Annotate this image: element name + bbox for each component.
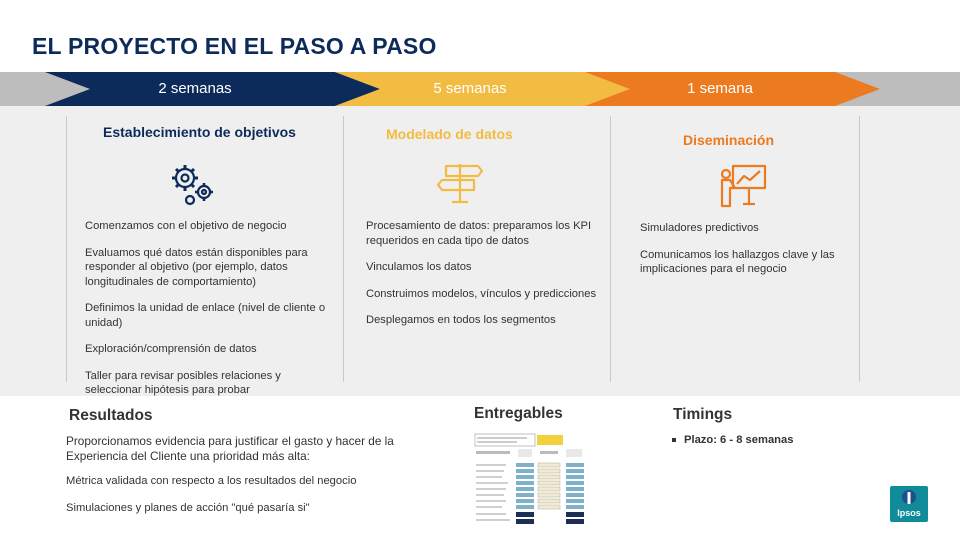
- list-item: Exploración/comprensión de datos: [85, 343, 257, 355]
- presenter-chart-icon: [719, 162, 767, 213]
- list-item: Vinculamos los datos: [366, 261, 472, 273]
- divider: [343, 116, 344, 382]
- bullet-icon: [672, 438, 676, 442]
- divider: [859, 116, 860, 382]
- phase-1-duration: 2 semanas: [158, 80, 232, 97]
- phase-3-duration: 1 semana: [687, 80, 753, 97]
- divider: [66, 116, 67, 382]
- phase-2-duration: 5 semanas: [433, 80, 507, 97]
- list-item: Construimos modelos, vínculos y predicciones: [366, 287, 597, 300]
- phase-2-list: [366, 219, 598, 340]
- list-item: Simuladores predictivos: [640, 222, 759, 234]
- results-item: Simulaciones y planes de acción "qué pasaría si": [66, 502, 310, 514]
- list-item: Evaluamos qué datos están disponibles para responder al objetivo (por ejemplo, datos longitudinales de comportamiento): [85, 246, 308, 288]
- deliverables-heading: Entregables: [474, 405, 563, 422]
- timings-heading: Timings: [673, 406, 733, 423]
- list-item: Definimos la unidad de enlace (nivel de cliente o unidad): [85, 302, 326, 329]
- list-item: Comunicamos los hallazgos clave y las implicaciones para el negocio: [640, 248, 835, 275]
- timing-item: [672, 434, 793, 446]
- results-intro: Proporcionamos evidencia para justificar el gasto y hacer de la Experiencia del Cliente una prioridad más alta:: [66, 434, 394, 463]
- divider: [610, 116, 611, 382]
- list-item: Procesamiento de datos: preparamos los KPI requeridos en cada tipo de datos: [366, 220, 592, 247]
- phase-3-list: [640, 221, 845, 289]
- gears-icon: [170, 162, 216, 211]
- signpost-icon: [434, 160, 486, 209]
- page-title: EL PROYECTO EN EL PASO A PASO: [32, 33, 437, 59]
- list-item: Comenzamos con el objetivo de negocio: [85, 220, 287, 232]
- results-heading: Resultados: [69, 407, 153, 424]
- list-item: Taller para revisar posibles relaciones y seleccionar hipótesis para probar: [85, 369, 281, 396]
- deliverables-thumbnail: [474, 433, 586, 529]
- phase-2-title: Modelado de datos: [386, 126, 513, 142]
- phase-1-title: Establecimiento de objetivos: [103, 124, 296, 140]
- ipsos-logo: [890, 486, 928, 522]
- timing-text: Plazo: 6 - 8 semanas: [684, 434, 794, 446]
- logo-text: Ipsos: [897, 508, 921, 518]
- phase-3-title: Diseminación: [683, 132, 775, 148]
- phase-1-list: [85, 219, 331, 410]
- results-item: Métrica validada con respecto a los resultados del negocio: [66, 475, 357, 487]
- list-item: Desplegamos en todos los segmentos: [366, 314, 556, 326]
